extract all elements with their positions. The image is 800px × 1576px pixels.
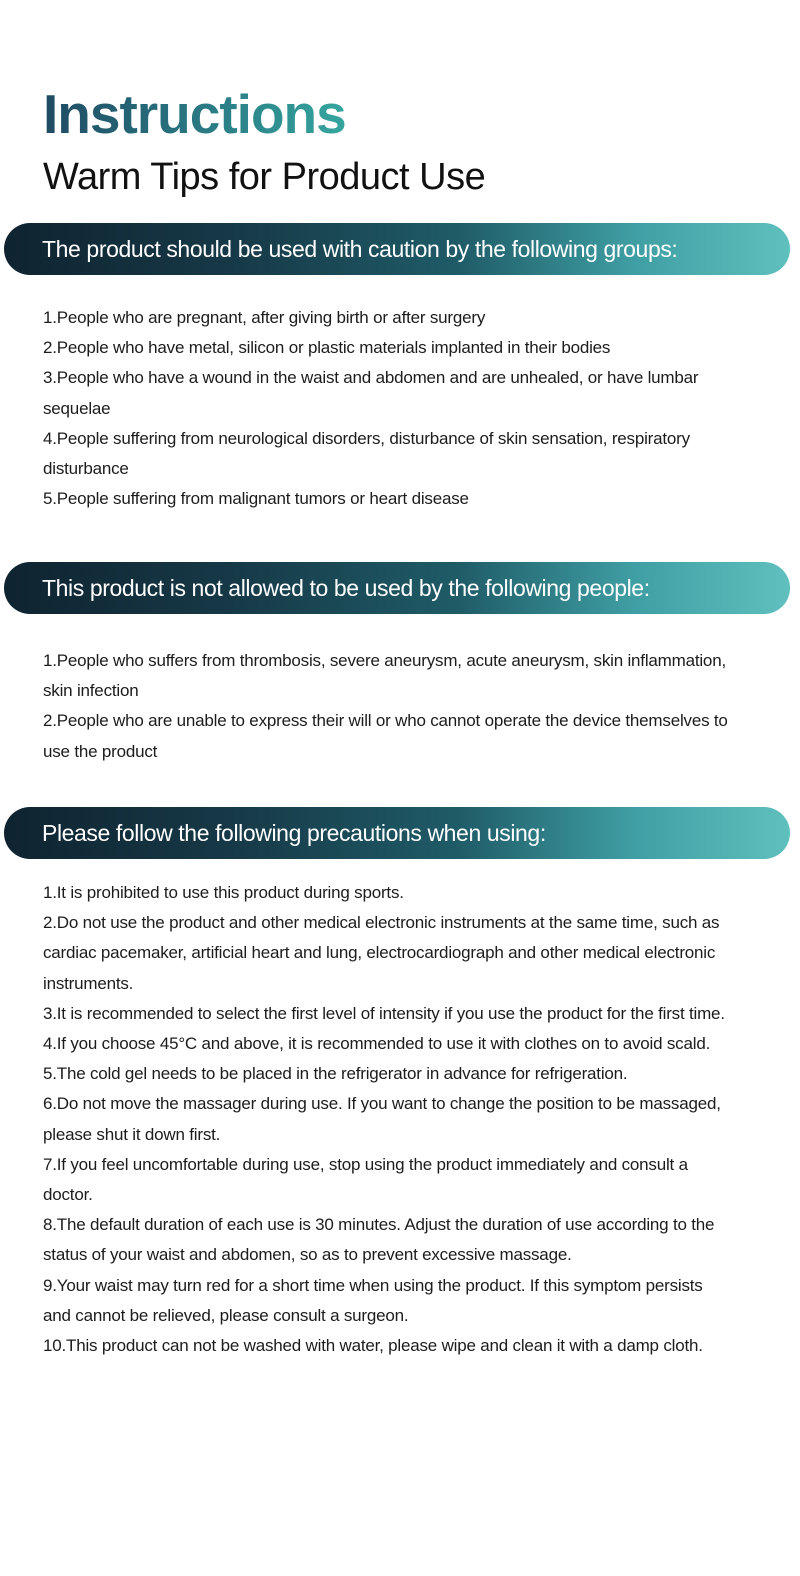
page-subtitle: Warm Tips for Product Use bbox=[43, 156, 486, 198]
list-item: 1.People who suffers from thrombosis, severe aneurysm, acute aneurysm, skin inflammation, skin infection bbox=[43, 651, 726, 701]
list-item: 2.People who are unable to express their will or who cannot operate the device themselves to use the product bbox=[43, 711, 728, 761]
caution-groups-header bbox=[4, 223, 790, 275]
list-item: 6.Do not move the massager during use. If you want to change the position to be massaged, please shut it down first. bbox=[43, 1094, 721, 1144]
list-item: 5.People suffering from malignant tumors or heart disease bbox=[43, 489, 469, 509]
list-item: 2.People who have metal, silicon or plastic materials implanted in their bodies bbox=[43, 338, 611, 358]
not-allowed-heading: This product is not allowed to be used by the following people: bbox=[42, 574, 650, 601]
list-item: 8.The default duration of each use is 30 minutes. Adjust the duration of use according to the status of your waist and abdomen, so as to prevent excessive massage. bbox=[43, 1215, 715, 1265]
caution-groups-heading: The product should be used with caution by the following groups: bbox=[42, 235, 678, 262]
list-item: 3.People who have a wound in the waist and abdomen and are unhealed, or have lumbar sequelae bbox=[43, 368, 699, 418]
not-allowed-header bbox=[4, 562, 790, 614]
caution-groups-list bbox=[43, 303, 733, 514]
precautions-header bbox=[4, 807, 790, 859]
precautions-list bbox=[43, 878, 733, 1361]
page-title: Instructions bbox=[43, 83, 346, 145]
list-item: 4.People suffering from neurological disorders, disturbance of skin sensation, respiratory disturbance bbox=[43, 428, 690, 479]
not-allowed-list bbox=[43, 646, 733, 767]
list-item: 5.The cold gel needs to be placed in the refrigerator in advance for refrigeration. bbox=[43, 1064, 628, 1084]
list-item: 1.People who are pregnant, after giving birth or after surgery bbox=[43, 308, 486, 327]
list-item: 10.This product can not be washed with water, please wipe and clean it with a damp cloth. bbox=[43, 1336, 703, 1356]
list-item: 1.It is prohibited to use this product during sports. bbox=[43, 883, 404, 902]
list-item: 7.If you feel uncomfortable during use, stop using the product immediately and consult a doctor. bbox=[43, 1154, 688, 1205]
list-item: 2.Do not use the product and other medical electronic instruments at the same time, such as cardiac pacemaker, artificial heart and lung, electrocardiograph and other medical electronic instruments. bbox=[43, 913, 720, 993]
list-item: 9.Your waist may turn red for a short time when using the product. If this symptom persists and cannot be relieved, please consult a surgeon. bbox=[43, 1275, 703, 1325]
list-item: 4.If you choose 45°C and above, it is recommended to use it with clothes on to avoid scald. bbox=[43, 1034, 711, 1054]
list-item: 3.It is recommended to select the first level of intensity if you use the product for the first time. bbox=[43, 1003, 725, 1023]
precautions-heading: Please follow the following precautions when using: bbox=[42, 819, 546, 846]
